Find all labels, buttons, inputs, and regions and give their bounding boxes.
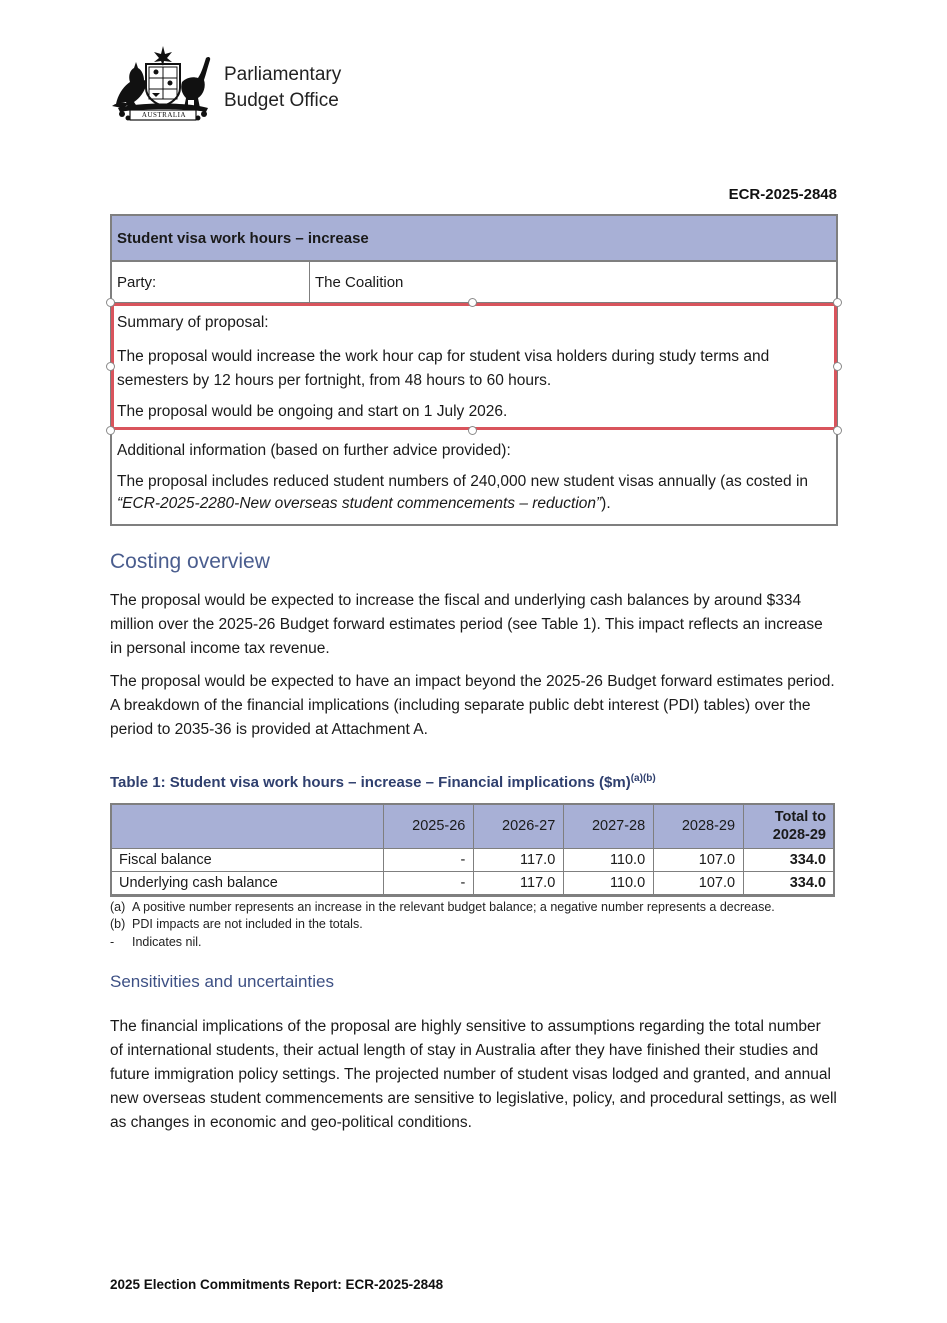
table-cell: 117.0 [474, 849, 564, 872]
costing-paragraph-1: The proposal would be expected to increase the fiscal and underlying cash balances by around $334 million over the 2025-26 Budget forward estimates period (see Table 1). This impact reflects an increase in personal income tax revenue. [110, 592, 823, 657]
additional-info-text [117, 471, 828, 515]
costing-overview-heading: Costing overview [110, 550, 270, 573]
proposal-table [110, 214, 838, 526]
org-name-line2: Budget Office [224, 90, 339, 111]
logo-caption: AUSTRALIA [141, 111, 187, 119]
table-caption-notes: (a)(b) [630, 773, 656, 784]
table-note [110, 899, 775, 916]
costing-paragraph-2: The proposal would be expected to have an impact beyond the 2025-26 Budget forward estimates period. A breakdown of the financial implications (including separate public debt interest (PDI) tables) over the period to 2035-36 is provided at Attachment A. [110, 673, 835, 738]
additional-info-cell [112, 430, 836, 524]
table-row [111, 872, 835, 895]
table-cell: 110.0 [564, 849, 654, 872]
summary-cell[interactable] [112, 303, 836, 430]
party-row [112, 262, 836, 303]
resize-handle-bottom-right[interactable] [833, 426, 842, 435]
resize-handle-bottom-center[interactable] [468, 426, 477, 435]
coat-of-arms-icon [108, 42, 218, 122]
coat-of-arms-logo [108, 42, 218, 122]
table-cell: - [384, 872, 474, 895]
table-cell: 107.0 [654, 872, 744, 895]
sensitivities-paragraph: The financial implications of the proposal are highly sensitive to assumptions regarding the total number of international students, their actual length of stay in Australia after they have finished their studies and future immigration policy settings. The projected number of student visas lodged and granted, and annual new overseas student commencements are sensitive to legislative, policy, and procedural settings, as well as changes in economic and geo-political conditions. [110, 1018, 837, 1131]
resize-handle-top-right[interactable] [833, 298, 842, 307]
additional-info-label: Additional information (based on further advice provided): [117, 442, 511, 459]
table-note-text: A positive number represents an increase in the relevant budget balance; a negative number represents a decrease. [132, 900, 775, 914]
row-label: Underlying cash balance [111, 872, 384, 895]
table-header-empty [111, 804, 384, 849]
row-label: Fiscal balance [111, 849, 384, 872]
party-label: Party: [112, 262, 310, 302]
total-header-line1: Total to [774, 809, 826, 825]
additional-info-text-start: The proposal includes reduced student numbers of 240,000 new student visas annually (as costed in [117, 473, 809, 490]
table-note-text: PDI impacts are not included in the totals. [132, 917, 363, 931]
resize-handle-middle-right[interactable] [833, 362, 842, 371]
table-note [110, 934, 201, 951]
table-cell: 110.0 [564, 872, 654, 895]
sensitivities-heading: Sensitivities and uncertainties [110, 972, 334, 991]
column-header: 2026-27 [474, 804, 564, 849]
summary-label: Summary of proposal: [117, 314, 269, 331]
page-footer: 2025 Election Commitments Report: ECR-2025-2848 [110, 1277, 444, 1292]
additional-info-text-end: ). [601, 495, 611, 512]
table-note-marker: - [110, 935, 115, 949]
summary-paragraph-1: The proposal would increase the work hour cap for student visa holders during study terms and semesters by 12 hours per fortnight, from 48 hours to 60 hours. [117, 348, 770, 389]
proposal-title: Student visa work hours – increase [112, 216, 836, 262]
table-cell: 117.0 [474, 872, 564, 895]
column-header: 2027-28 [564, 804, 654, 849]
additional-info-reference: “ECR-2025-2280-New overseas student commencements – reduction” [117, 495, 602, 512]
resize-handle-bottom-left[interactable] [106, 426, 115, 435]
table-cell-total: 334.0 [744, 872, 835, 895]
resize-handle-top-left[interactable] [106, 298, 115, 307]
table-note [110, 916, 363, 933]
resize-handle-middle-left[interactable] [106, 362, 115, 371]
org-name-line1: Parliamentary [224, 64, 342, 85]
total-header-line2: 2028-29 [772, 827, 826, 843]
table-cell: 107.0 [654, 849, 744, 872]
table-caption-text: Table 1: Student visa work hours – increase – Financial implications ($m) [110, 774, 631, 791]
party-value: The Coalition [315, 274, 404, 291]
summary-paragraph-2: The proposal would be ongoing and start on 1 July 2026. [117, 403, 508, 420]
table-header-row [111, 804, 835, 849]
table-row [111, 849, 835, 872]
table-note-text: Indicates nil. [132, 935, 202, 949]
resize-handle-top-center[interactable] [468, 298, 477, 307]
column-header-total [744, 804, 835, 849]
table-cell: - [384, 849, 474, 872]
column-header: 2025-26 [384, 804, 474, 849]
column-header: 2028-29 [654, 804, 744, 849]
financial-implications-table [110, 803, 835, 895]
table-cell-total: 334.0 [744, 849, 835, 872]
report-id: ECR-2025-2848 [728, 186, 837, 203]
table-note-marker: (b) [110, 917, 126, 931]
table-caption [110, 773, 656, 791]
table-note-marker: (a) [110, 900, 126, 914]
org-name [224, 62, 341, 114]
